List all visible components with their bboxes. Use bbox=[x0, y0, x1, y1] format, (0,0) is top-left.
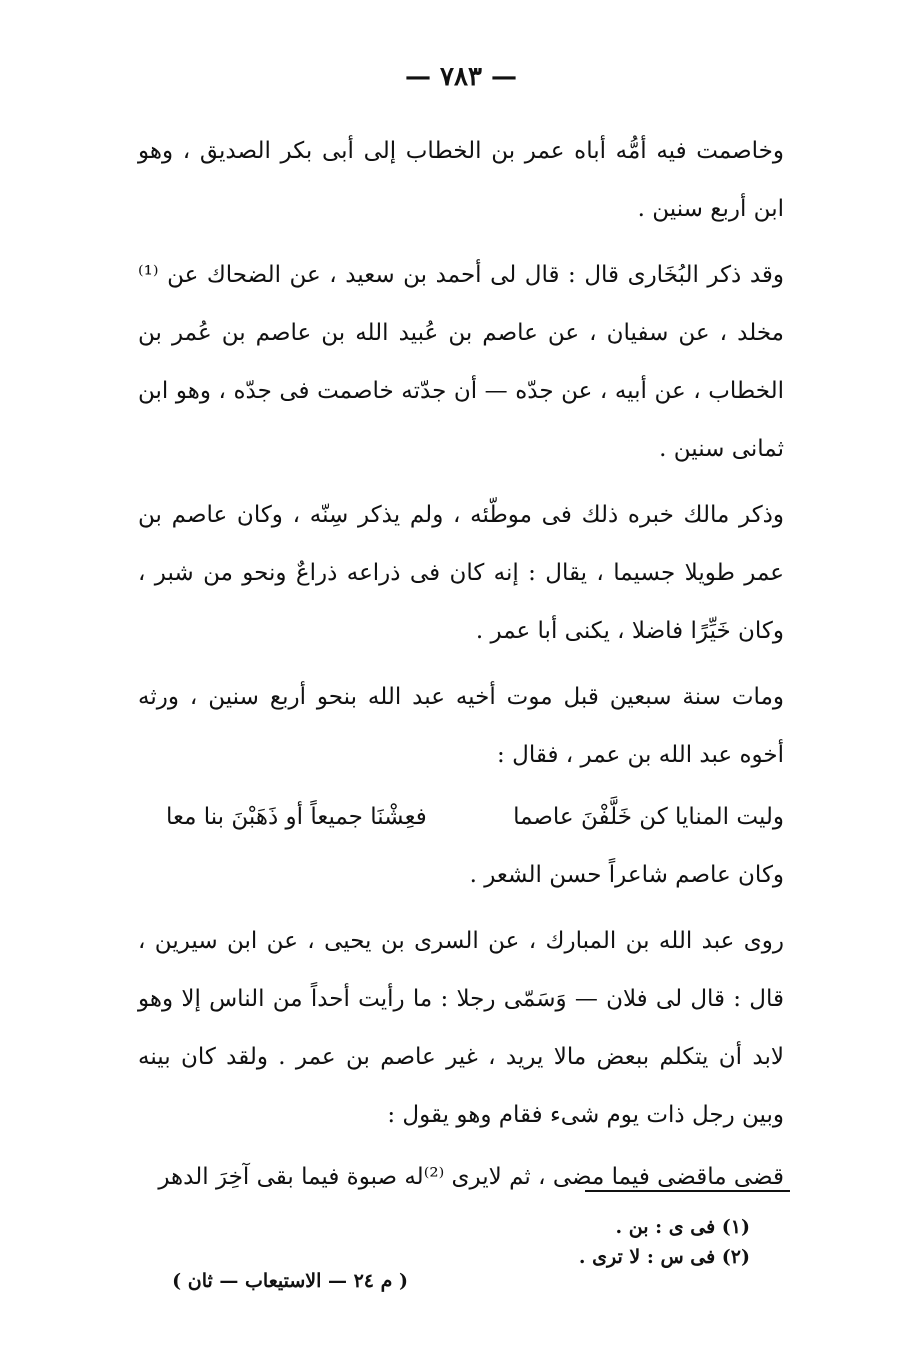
printer-signature: ( م ٢٤ — الاستيعاب — ثان ) bbox=[172, 1270, 408, 1292]
verse-elegy bbox=[138, 788, 784, 846]
verse-hemistich-first: وليت المنايا كن خَلَّفْنَ عاصما bbox=[513, 804, 784, 830]
paragraph-malik: وذكر مالك خبره ذلك فى موطّئه ، ولم يذكر سِنّه ، وكان عاصم بن عمر طويلا جسيما ، يقال : إنه كان فى ذراعه ذراعٌ ونحو من شبر ، وكان خَيِّرًا فاضلا ، يكنى أبا عمر . bbox=[138, 502, 784, 644]
main-text bbox=[138, 122, 784, 1206]
paragraph-death: ومات سنة سبعين قبل موت أخيه عبد الله بنحو أربع سنين ، ورثه أخوه عبد الله بن عمر ، فقال : bbox=[138, 684, 784, 768]
footnote-divider bbox=[585, 1190, 790, 1192]
page-number: — ٧٨٣ — bbox=[404, 62, 518, 92]
paragraph-ibn-mubarak: روى عبد الله بن المبارك ، عن السرى بن يحيى ، عن ابن سيرين ، قال : قال لى فلان — وَسَمّى رجلا : ما رأيت أحداً من الناس إلا وهو لابد أن يتكلم ببعض مالا يريد ، غير عاصم بن عمر . ولقد كان بينه وبين رجل ذات يوم شىء فقام وهو يقول : bbox=[138, 928, 784, 1128]
verse-hemistich-second: له صبوة فيما بقى آخِرَ الدهر bbox=[158, 1164, 424, 1190]
paragraph-poet: وكان عاصم شاعراً حسن الشعر . bbox=[469, 862, 784, 888]
verse-hemistich-first: قضى ماقضى فيما مضى ، ثم لايرى ⁽²⁾ bbox=[423, 1164, 784, 1190]
footnote-2: (٢) فى س : لا ترى . bbox=[578, 1246, 750, 1268]
paragraph-bukhari: وقد ذكر البُخَارى قال : قال لى أحمد بن سعيد ، عن الضحاك عن ⁽¹⁾ مخلد ، عن سفيان ، عن عاصم بن عُبيد الله بن عاصم بن عُمر بن الخطاب ، عن أبيه ، عن جدّه — أن جدّته خاصمت فى جدّه ، وهو ابن ثمانى سنين . bbox=[138, 262, 784, 462]
footnote-1: (١) فى ى : بن . bbox=[615, 1216, 750, 1238]
footnotes bbox=[420, 1212, 750, 1272]
paragraph-custody: وخاصمت فيه أمُّه أباه عمر بن الخطاب إلى أبى بكر الصديق ، وهو ابن أربع سنين . bbox=[138, 138, 784, 222]
verse-hemistich-second: فعِشْنَا جميعاً أو ذَهَبْنَ بنا معا bbox=[166, 804, 427, 830]
verse-recited bbox=[138, 1148, 784, 1206]
